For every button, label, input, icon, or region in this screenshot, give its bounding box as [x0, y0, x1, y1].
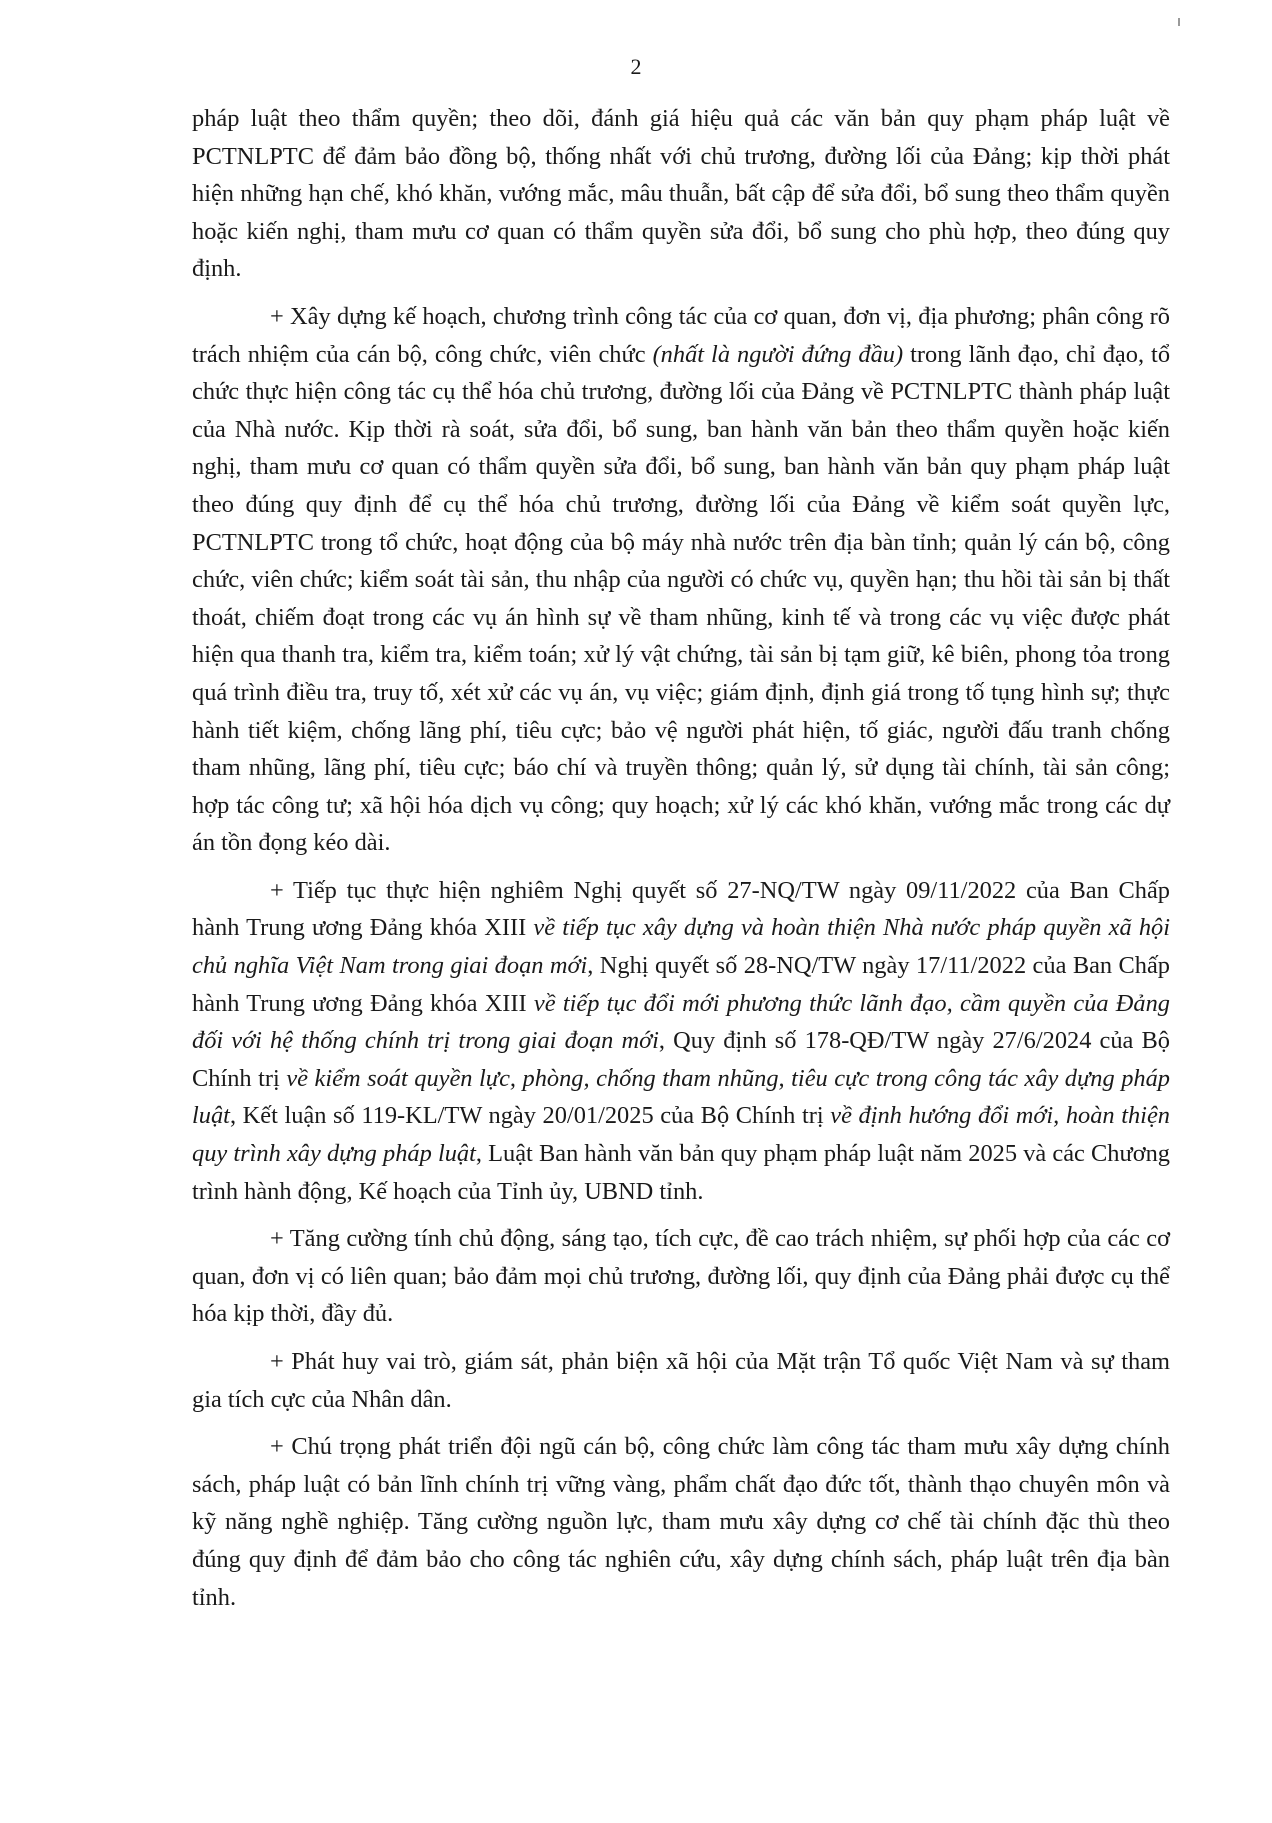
- text-run: , Luật Ban hành văn bản quy phạm pháp luật năm 2025 và các Chương trình hành động, Kế hoạch của Tỉnh ủy, UBND tỉnh.: [192, 1140, 1170, 1205]
- text-run: trong lãnh đạo, chỉ đạo, tổ chức thực hiện công tác cụ thể hóa chủ trương, đường lối của Đảng về PCTNLPTC thành pháp luật của Nhà nước. Kịp thời rà soát, sửa đổi, bổ sung, ban hành văn bản theo thẩm quyền hoặc kiến nghị, tham mưu cơ quan có thẩm quyền sửa đổi, bổ sung, ban hành văn bản quy phạm pháp luật theo đúng quy định để cụ thể hóa chủ trương, đường lối của Đảng về kiểm soát quyền lực, PCTNLPTC trong tổ chức, hoạt động của bộ máy nhà nước trên địa bàn tỉnh; quản lý cán bộ, công chức, viên chức; kiểm soát tài sản, thu nhập của người có chức vụ, quyền hạn; thu hồi tài sản bị thất thoát, chiếm đoạt trong các vụ án hình sự về tham nhũng, kinh tế và trong các vụ việc được phát hiện qua thanh tra, kiểm tra, kiểm toán; xử lý vật chứng, tài sản bị tạm giữ, kê biên, phong tỏa trong quá trình điều tra, truy tố, xét xử các vụ án, vụ việc; giám định, định giá trong tố tụng hình sự; thực hành tiết kiệm, chống lãng phí, tiêu cực; bảo vệ người phát hiện, tố giác, người đấu tranh chống tham nhũng, lãng phí, tiêu cực; báo chí và truyền thông; quản lý, sử dụng tài chính, tài sản công; hợp tác công tư; xã hội hóa dịch vụ công; quy hoạch; xử lý các khó khăn, vướng mắc trong các dự án tồn đọng kéo dài.: [192, 340, 1171, 857]
- italic-run: về định hướng đổi mới, hoàn thiện quy trình xây dựng pháp luật: [192, 1102, 1170, 1168]
- italic-run: về tiếp tục đổi mới phương thức lãnh đạo, cầm quyền của Đảng đối với hệ thống chính trị trong giai đoạn mới: [192, 989, 1170, 1055]
- paragraph: [192, 298, 1170, 862]
- text-run: + Tiếp tục thực hiện nghiêm Nghị quyết số 27-NQ/TW ngày 09/11/2022 của Ban Chấp hành Trung ương Đảng khóa XIII: [192, 876, 1170, 942]
- italic-run: về tiếp tục xây dựng và hoàn thiện Nhà nước pháp quyền xã hội chủ nghĩa Việt Nam trong giai đoạn mới: [192, 914, 1170, 980]
- text-run: , Nghị quyết số 28-NQ/TW ngày 17/11/2022 của Ban Chấp hành Trung ương Đảng khóa XIII: [192, 952, 1170, 1017]
- scan-mark: [1178, 18, 1180, 26]
- italic-run: về kiểm soát quyền lực, phòng, chống tham nhũng, tiêu cực trong công tác xây dựng pháp luật: [192, 1064, 1170, 1130]
- paragraph: [192, 100, 1170, 288]
- text-run: pháp luật theo thẩm quyền; theo dõi, đánh giá hiệu quả các văn bản quy phạm pháp luật về PCTNLPTC để đảm bảo đồng bộ, thống nhất với chủ trương, đường lối của Đảng; kịp thời phát hiện những hạn chế, khó khăn, vướng mắc, mâu thuẫn, bất cập để sửa đổi, bổ sung theo thẩm quyền hoặc kiến nghị, tham mưu cơ quan có thẩm quyền sửa đổi, bổ sung cho phù hợp, theo đúng quy định.: [192, 105, 1170, 283]
- paragraph: [192, 1220, 1170, 1333]
- text-run: + Chú trọng phát triển đội ngũ cán bộ, công chức làm công tác tham mưu xây dựng chính sách, pháp luật có bản lĩnh chính trị vững vàng, phẩm chất đạo đức tốt, thành thạo chuyên môn và kỹ năng nghề nghiệp. Tăng cường nguồn lực, tham mưu xây dựng cơ chế tài chính đặc thù theo đúng quy định để đảm bảo cho công tác nghiên cứu, xây dựng chính sách, pháp luật trên địa bàn tỉnh.: [192, 1433, 1170, 1611]
- text-run: + Phát huy vai trò, giám sát, phản biện xã hội của Mặt trận Tổ quốc Việt Nam và sự tham gia tích cực của Nhân dân.: [192, 1348, 1170, 1413]
- text-run: , Kết luận số 119-KL/TW ngày 20/01/2025 của Bộ Chính trị: [229, 1102, 831, 1130]
- document-body: [192, 100, 1170, 1616]
- paragraph: [192, 872, 1170, 1210]
- paragraph: [192, 1343, 1170, 1418]
- paragraph: [192, 1428, 1170, 1616]
- text-run: + Xây dựng kế hoạch, chương trình công tác của cơ quan, đơn vị, địa phương; phân công rõ trách nhiệm của cán bộ, công chức, viên chức: [192, 302, 1170, 368]
- italic-run: (nhất là người đứng đầu): [652, 340, 904, 368]
- text-run: , Quy định số 178-QĐ/TW ngày 27/6/2024 của Bộ Chính trị: [192, 1027, 1170, 1092]
- page-number: 2: [630, 54, 642, 79]
- text-run: + Tăng cường tính chủ động, sáng tạo, tích cực, đề cao trách nhiệm, sự phối hợp của các cơ quan, đơn vị có liên quan; bảo đảm mọi chủ trương, đường lối, quy định của Đảng phải được cụ thể hóa kịp thời, đầy đủ.: [192, 1225, 1170, 1328]
